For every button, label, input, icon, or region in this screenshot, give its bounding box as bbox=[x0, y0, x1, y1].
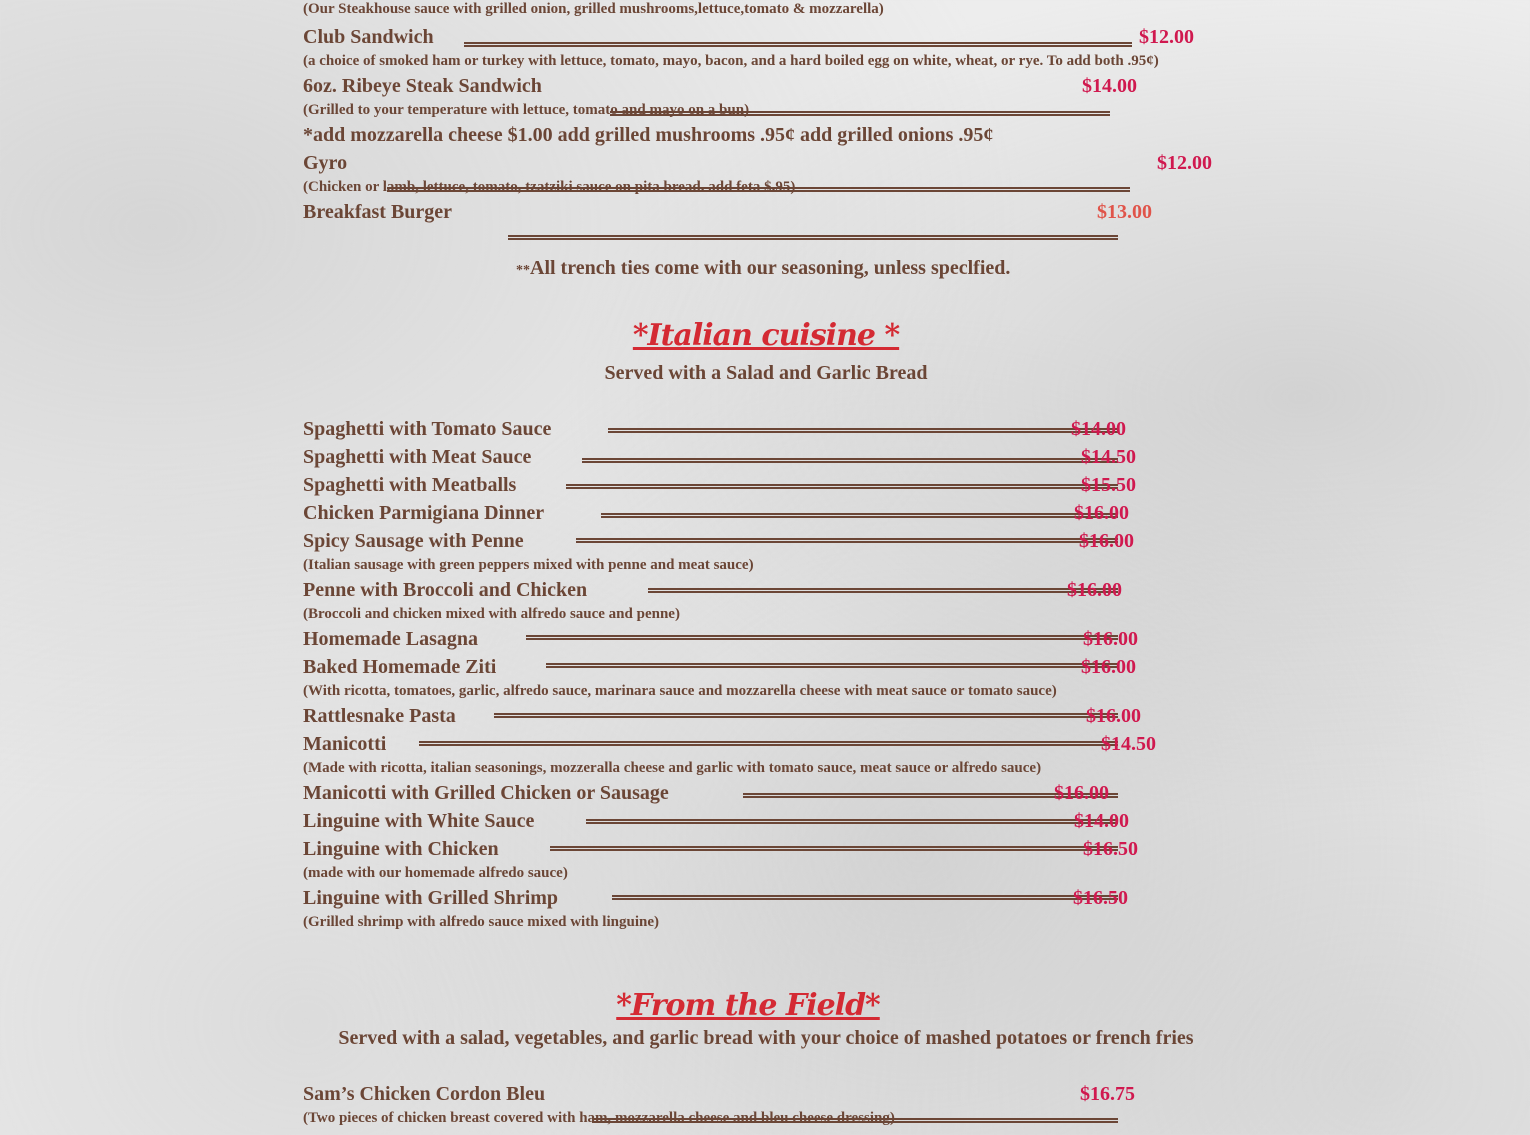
menu-item-price: $14.50 bbox=[1101, 733, 1156, 755]
menu-item-name: Rattlesnake Pasta bbox=[303, 705, 456, 727]
item-description: (Grilled to your temperature with lettuce, tomato and mayo on a bun) bbox=[303, 102, 750, 118]
menu-item-name: Penne with Broccoli and Chicken bbox=[303, 579, 588, 601]
section-heading-field: *From the Field* bbox=[616, 988, 880, 1023]
leader-line bbox=[608, 428, 1118, 433]
item-description: (Made with ricotta, italian seasonings, mozzeralla cheese and garlic with tomato sauce, meat sauce or alfredo sauce) bbox=[303, 760, 1042, 776]
menu-item-name: 6oz. Ribeye Steak Sandwich bbox=[303, 75, 542, 97]
menu-item-price: $15.50 bbox=[1081, 474, 1136, 496]
section-heading-italian: *Italian cuisine * bbox=[632, 318, 900, 353]
item-description: (Grilled shrimp with alfredo sauce mixed with linguine) bbox=[303, 914, 659, 930]
leader-line bbox=[601, 513, 1118, 518]
leader-line bbox=[648, 588, 1118, 593]
leader-line bbox=[550, 846, 1118, 851]
leader-line bbox=[612, 895, 1118, 900]
menu-item-name: Linguine with Grilled Shrimp bbox=[303, 887, 559, 909]
menu-item-name: Manicotti bbox=[303, 733, 387, 755]
menu-item-price: $16.00 bbox=[1067, 579, 1122, 601]
menu-item-price: $14.00 bbox=[1082, 75, 1137, 97]
menu-item-price: $16.75 bbox=[1080, 1083, 1135, 1105]
menu-item-name: Spaghetti with Meat Sauce bbox=[303, 446, 532, 468]
leader-line bbox=[576, 538, 1118, 543]
item-description: (Chicken or lamb, lettuce, tomato, tzatziki sauce on pita bread. add feta $.95) bbox=[303, 179, 796, 195]
fries-note: **All trench ties come with our seasoning, unless speclfied. bbox=[516, 257, 1011, 279]
section-divider bbox=[508, 235, 1118, 240]
leader-line bbox=[494, 713, 1118, 718]
menu-item-name: Baked Homemade Ziti bbox=[303, 656, 497, 678]
leader-line bbox=[610, 111, 1110, 116]
menu-item-price: $14.00 bbox=[1074, 810, 1129, 832]
leader-line bbox=[586, 819, 1118, 824]
menu-item-name: Gyro bbox=[303, 152, 348, 174]
menu-item-price: $16.00 bbox=[1086, 705, 1141, 727]
menu-item-price: $12.00 bbox=[1157, 152, 1212, 174]
menu-item-name: Manicotti with Grilled Chicken or Sausage bbox=[303, 782, 669, 804]
section-subtitle: Served with a Salad and Garlic Bread bbox=[604, 362, 928, 384]
item-description: (With ricotta, tomatoes, garlic, alfredo sauce, marinara sauce and mozzarella cheese with meat sauce or tomato sauce) bbox=[303, 683, 1057, 699]
menu-item-price: $16.50 bbox=[1083, 838, 1138, 860]
item-description: (Italian sausage with green peppers mixed with penne and meat sauce) bbox=[303, 557, 754, 573]
leader-line bbox=[419, 741, 1118, 746]
menu-item-name: Linguine with Chicken bbox=[303, 838, 499, 860]
menu-item-name: Spicy Sausage with Penne bbox=[303, 530, 524, 552]
menu-item-price: $16.50 bbox=[1073, 887, 1128, 909]
menu-item-price: $13.00 bbox=[1097, 201, 1152, 223]
menu-item-price: $14.50 bbox=[1081, 446, 1136, 468]
leader-line bbox=[387, 187, 1130, 192]
leader-line bbox=[464, 42, 1132, 47]
menu-item-price: $16.00 bbox=[1074, 502, 1129, 524]
item-description: (Broccoli and chicken mixed with alfredo sauce and penne) bbox=[303, 606, 680, 622]
menu-item-price: $14.00 bbox=[1071, 418, 1126, 440]
menu-item-name: Chicken Parmigiana Dinner bbox=[303, 502, 545, 524]
menu-item-name: Spaghetti with Meatballs bbox=[303, 474, 517, 496]
item-description: (made with our homemade alfredo sauce) bbox=[303, 865, 568, 881]
menu-item-name: Linguine with White Sauce bbox=[303, 810, 535, 832]
leader-line bbox=[546, 663, 1118, 668]
menu-item-name: Breakfast Burger bbox=[303, 201, 453, 223]
leader-line bbox=[526, 635, 1118, 640]
menu-item-name: Club Sandwich bbox=[303, 26, 434, 48]
menu-item-price: $16.00 bbox=[1081, 656, 1136, 678]
menu-item-name: Homemade Lasagna bbox=[303, 628, 478, 650]
menu-item-name: Sam’s Chicken Cordon Bleu bbox=[303, 1083, 546, 1105]
menu-item-price: $16.00 bbox=[1079, 530, 1134, 552]
item-description: (a choice of smoked ham or turkey with lettuce, tomato, mayo, bacon, and a hard boiled egg on white, wheat, or rye. To add both .95¢) bbox=[303, 53, 1159, 69]
leader-line bbox=[566, 484, 1118, 489]
item-description: (Two pieces of chicken breast covered with ham, mozzarella cheese and bleu cheese dressing) bbox=[303, 1110, 895, 1126]
leader-line bbox=[592, 1118, 1118, 1123]
menu-item-price: $16.00 bbox=[1054, 782, 1109, 804]
section-subtitle: Served with a salad, vegetables, and garlic bread with your choice of mashed potatoes or french fries bbox=[338, 1027, 1194, 1049]
addons-text: *add mozzarella cheese $1.00 add grilled mushrooms .95¢ add grilled onions .95¢ bbox=[303, 124, 994, 146]
item-description: (Our Steakhouse sauce with grilled onion, grilled mushrooms,lettuce,tomato & mozzarella) bbox=[303, 1, 884, 17]
menu-item-price: $12.00 bbox=[1139, 26, 1194, 48]
menu-item-price: $16.00 bbox=[1083, 628, 1138, 650]
menu-item-name: Spaghetti with Tomato Sauce bbox=[303, 418, 552, 440]
leader-line bbox=[582, 458, 1118, 463]
